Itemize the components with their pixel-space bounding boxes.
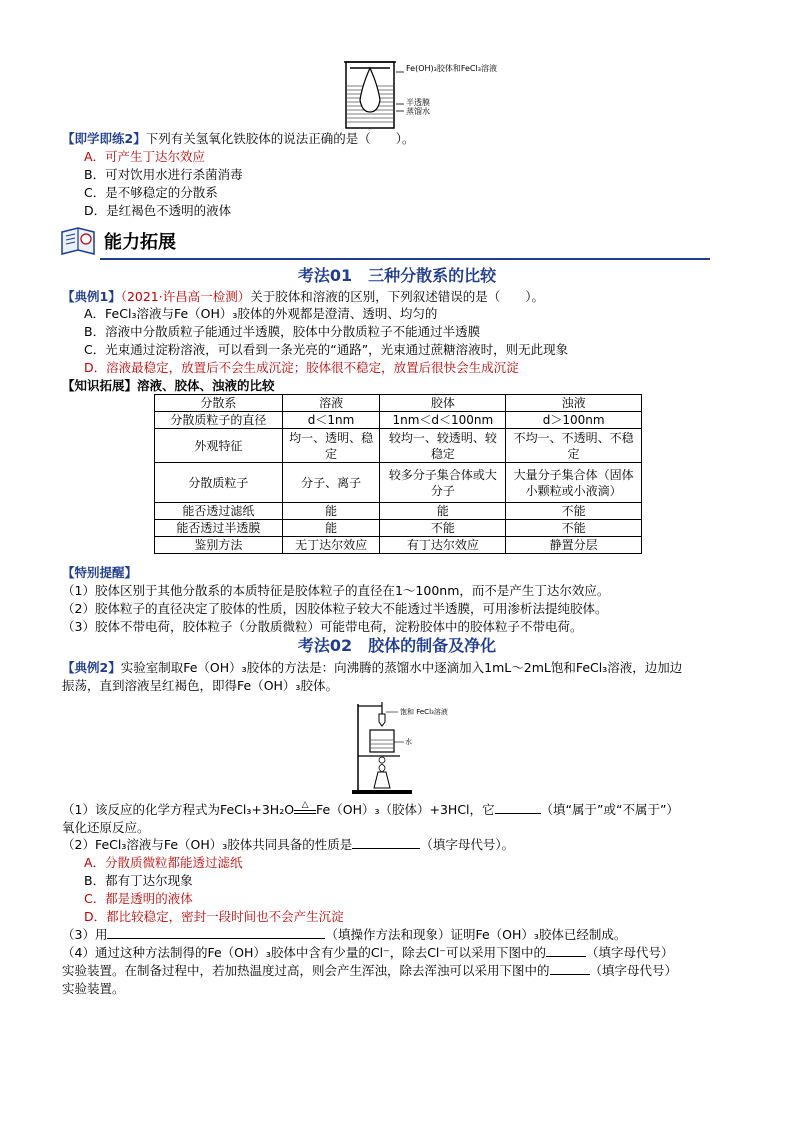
example2-tag: 【典例2】 bbox=[62, 660, 121, 675]
example2-line1 bbox=[62, 659, 682, 677]
example1-option-c: C．光束通过淀粉溶液，可以看到一条光亮的“通路”，光束通过蔗糖溶液时，则无此现象 bbox=[84, 342, 569, 357]
method1-title: 考法01 三种分散系的比较 bbox=[297, 266, 497, 285]
table-cell: 分子、离子 bbox=[282, 463, 380, 503]
q4-line2 bbox=[62, 962, 677, 980]
q1-hint: （填“属于”或“不属于”） bbox=[540, 802, 679, 817]
table-row bbox=[155, 412, 642, 429]
q4-text-a: （4）通过这种方法制得的Fe（OH）₃胶体中含有少量的Cl⁻，除去Cl⁻可以采用下图中的 bbox=[62, 945, 546, 960]
practice2-question bbox=[62, 130, 414, 148]
reminder-3: （3）胶体不带电荷，胶体粒子（分散质微粒）可能带电荷，淀粉胶体中的胶体粒子不带电荷。 bbox=[62, 619, 583, 634]
table-row bbox=[155, 429, 642, 463]
table-cell: 较均一、较透明、较稳定 bbox=[380, 429, 506, 463]
example1-question bbox=[62, 288, 544, 306]
table-cell: 不能 bbox=[380, 520, 506, 537]
q1-equation-right: Fe（OH）₃（胶体）+3HCl，它 bbox=[316, 802, 495, 817]
practice2-option-c: C．是不够稳定的分散系 bbox=[84, 185, 218, 200]
q4-answer-blank-1[interactable] bbox=[546, 944, 586, 957]
q4-text-c: 实验装置。在制备过程中，若加热温度过高，则会产生浑浊，除去浑浊可以采用下图中的 bbox=[62, 963, 550, 978]
table-row bbox=[155, 537, 642, 554]
q1-answer-blank[interactable] bbox=[495, 801, 541, 814]
knowledge-heading bbox=[62, 377, 275, 395]
knowledge-tag: 【知识拓展】 bbox=[62, 378, 138, 393]
table-header-row bbox=[155, 395, 642, 412]
table-header-cell: 溶液 bbox=[282, 395, 380, 412]
practice2-option-a: A．可产生丁达尔效应 bbox=[84, 149, 206, 164]
q4-line1 bbox=[62, 944, 674, 962]
table-cell: 均一、透明、稳定 bbox=[282, 429, 380, 463]
table-cell: 静置分层 bbox=[506, 537, 642, 554]
table-cell: 较多分子集合体或大分子 bbox=[380, 463, 506, 503]
q1-line bbox=[62, 801, 679, 819]
knowledge-title: 溶液、胶体、浊液的比较 bbox=[137, 378, 275, 393]
table-cell: d＜1nm bbox=[282, 412, 380, 429]
table-cell: 能 bbox=[282, 503, 380, 520]
table-cell: 大量分子集合体（固体小颗粒或小液滴） bbox=[506, 463, 642, 503]
q4-text-d: （填字母代号） bbox=[589, 963, 678, 978]
practice2-option-b: B．可对饮用水进行杀菌消毒 bbox=[84, 167, 243, 182]
q2-line bbox=[62, 836, 514, 854]
table-cell: 1nm＜d＜100nm bbox=[380, 412, 506, 429]
table-row bbox=[155, 520, 642, 537]
table-cell: 能否透过半透膜 bbox=[155, 520, 283, 537]
q3-text-b: （填操作方法和现象）证明Fe（OH）₃胶体已经制成。 bbox=[325, 927, 627, 942]
practice2-option-d: D．是红褐色不透明的液体 bbox=[84, 203, 232, 218]
method2-title: 考法02 胶体的制备及净化 bbox=[297, 636, 497, 655]
figure-label-colloid: Fe(OH)₃胶体和FeCl₃溶液 bbox=[406, 64, 497, 73]
q2-answer-blank[interactable] bbox=[352, 836, 420, 849]
q4-text-b: （填字母代号） bbox=[586, 945, 674, 960]
table-cell: 有丁达尔效应 bbox=[380, 537, 506, 554]
practice2-tag: 【即学即练2】 bbox=[62, 131, 146, 146]
apparatus-label-fecl3: 饱和 FeCl₃溶液 bbox=[400, 708, 448, 716]
table-row bbox=[155, 463, 642, 503]
table-cell: d＞100nm bbox=[506, 412, 642, 429]
q1-heat-symbol: △ bbox=[301, 800, 309, 810]
table-cell: 鉴别方法 bbox=[155, 537, 283, 554]
table-header-cell: 胶体 bbox=[380, 395, 506, 412]
apparatus-label-water: 水 bbox=[405, 738, 412, 746]
table-row bbox=[155, 503, 642, 520]
example2-line2: 振荡，直到溶液呈红褐色，即得Fe（OH）₃胶体。 bbox=[62, 678, 338, 693]
example1-text: 关于胶体和溶液的区别，下列叙述错误的是（ ）。 bbox=[250, 289, 545, 304]
table-cell: 外观特征 bbox=[155, 429, 283, 463]
table-cell: 不均一、不透明、不稳定 bbox=[506, 429, 642, 463]
figure-label-membrane: 半透膜 bbox=[406, 98, 430, 107]
q4-answer-blank-2[interactable] bbox=[550, 962, 590, 975]
q4-line3: 实验装置。 bbox=[62, 981, 125, 996]
table-header-cell: 浊液 bbox=[506, 395, 642, 412]
example1-option-b: B．溶液中分散质粒子能通过半透膜，胶体中分散质粒子不能通过半透膜 bbox=[84, 324, 481, 339]
section-title: 能力拓展 bbox=[104, 232, 176, 253]
table-cell: 不能 bbox=[506, 503, 642, 520]
q2-text: （2）FeCl₃溶液与Fe（OH）₃胶体共同具备的性质是 bbox=[62, 837, 353, 852]
q3-answer-blank[interactable] bbox=[107, 926, 325, 939]
table-cell: 能 bbox=[282, 520, 380, 537]
q2-option-b: B．都有丁达尔现象 bbox=[84, 873, 193, 888]
q3-text-a: （3）用 bbox=[62, 927, 108, 942]
example1-option-a: A．FeCl₃溶液与Fe（OH）₃胶体的外观都是澄清、透明、均匀的 bbox=[84, 306, 438, 321]
q2-option-a: A．分散质微粒都能透过滤纸 bbox=[84, 855, 243, 870]
reminder-2: （2）胶体粒子的直径决定了胶体的性质，因胶体粒子较大不能透过半透膜，可用渗析法提纯胶体。 bbox=[62, 601, 608, 616]
example1-source: （2021·许昌高一检测） bbox=[120, 289, 251, 304]
practice2-text: 下列有关氢氧化铁胶体的说法正确的是（ ）。 bbox=[145, 131, 415, 146]
comparison-table bbox=[154, 394, 642, 554]
reminder-1: （1）胶体区别于其他分散系的本质特征是胶体粒子的直径在1～100nm，而不是产生丁达尔效应。 bbox=[62, 583, 610, 598]
reminder-tag: 【特别提醒】 bbox=[62, 565, 138, 580]
example1-tag: 【典例1】 bbox=[62, 289, 121, 304]
example1-option-d: D．溶液最稳定，放置后不会生成沉淀；胶体很不稳定，放置后很快会生成沉淀 bbox=[84, 360, 519, 375]
table-header-cell: 分散系 bbox=[155, 395, 283, 412]
section-divider bbox=[100, 258, 710, 260]
table-cell: 分散质粒子 bbox=[155, 463, 283, 503]
table-cell: 能 bbox=[380, 503, 506, 520]
table-cell: 无丁达尔效应 bbox=[282, 537, 380, 554]
book-icon bbox=[58, 224, 98, 258]
q1-equation-left: （1）该反应的化学方程式为FeCl₃+3H₂O bbox=[62, 802, 295, 817]
dialysis-figure bbox=[340, 56, 400, 132]
q2-hint: （填字母代号）。 bbox=[420, 837, 515, 852]
q3-line bbox=[62, 926, 626, 944]
table-cell: 能否透过滤纸 bbox=[155, 503, 283, 520]
table-cell: 分散质粒子的直径 bbox=[155, 412, 283, 429]
figure-pointer-lines bbox=[396, 66, 406, 116]
table-cell: 不能 bbox=[506, 520, 642, 537]
q1-line2: 氧化还原反应。 bbox=[62, 820, 150, 835]
figure-label-water: 蒸馏水 bbox=[406, 107, 430, 116]
q2-option-c: C．都是透明的液体 bbox=[84, 891, 193, 906]
example2-text1: 实验室制取Fe（OH）₃胶体的方法是：向沸腾的蒸馏水中逐滴加入1mL～2mL饱和FeCl₃溶液，边加边 bbox=[120, 660, 683, 675]
q2-option-d: D．都比较稳定，密封一段时间也不会产生沉淀 bbox=[84, 909, 344, 924]
